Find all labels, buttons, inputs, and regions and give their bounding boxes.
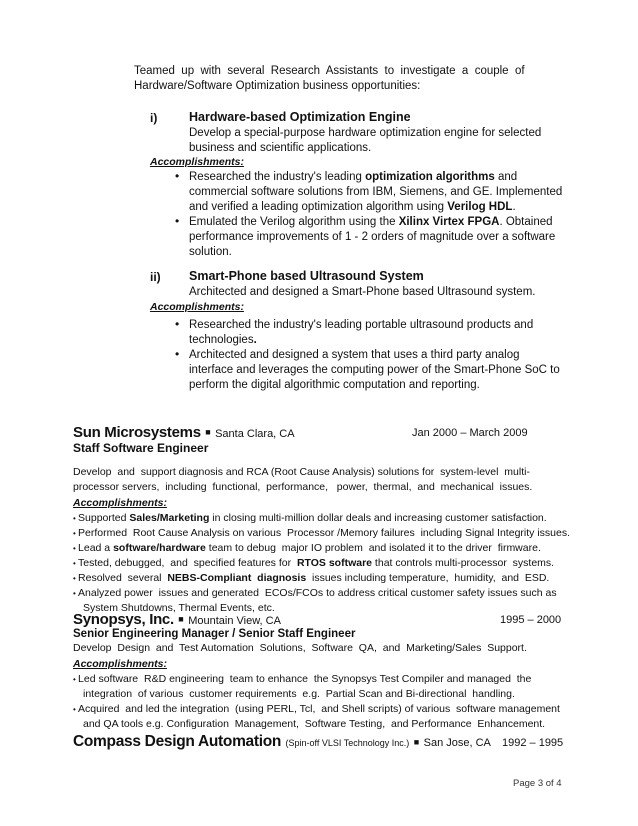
text-bold: RTOS software	[296, 557, 373, 569]
text: .	[512, 201, 516, 213]
intro-line-1: Teamed up with several Research Assistants to investigate a couple of	[134, 65, 525, 77]
text-bold: Sales/Marketing	[129, 512, 210, 524]
bullet-icon: •	[175, 347, 180, 361]
project-2-accomplishments-heading: Accomplishments:	[150, 301, 244, 313]
text: Performed Root Cause Analysis on various Processor /Memory failures including Signal Integrity issues.	[78, 527, 570, 539]
list-item-continuation: and QA tools e.g. Configuration Management, Software Testing, and Performance Enhancement.	[83, 718, 546, 730]
list-item	[73, 586, 633, 601]
compass-header	[73, 733, 491, 751]
project-2-description: Architected and designed a Smart-Phone based Ultrasound system.	[189, 286, 536, 298]
job-title: Staff Software Engineer	[73, 441, 209, 455]
employment-dates: 1992 – 1995	[502, 737, 564, 749]
bullet-icon: •	[73, 675, 79, 684]
synopsys-header	[73, 611, 281, 629]
text: interface and leverages the computing power of the Smart-Phone SoC to	[189, 364, 560, 376]
list-item-continuation: System Shutdowns, Thermal Events, etc.	[83, 602, 275, 614]
project-2-bullet-2	[189, 348, 560, 393]
bullet-icon: •	[73, 589, 79, 598]
intro-paragraph	[134, 64, 564, 94]
bullet-icon: •	[73, 514, 79, 523]
text-bold: Verilog HDL	[447, 201, 513, 213]
bullet-icon: •	[175, 169, 180, 183]
text: Emulated the Verilog algorithm using the	[189, 216, 399, 228]
list-item	[73, 672, 633, 687]
text: Architected and designed a system that uses a third party analog	[189, 349, 520, 361]
text: . Obtained	[499, 216, 553, 228]
text: that controls multi-processor systems.	[372, 557, 555, 569]
text: Acquired and led the integration (using PERL, Tcl, and Shell scripts) of various software management	[78, 703, 560, 715]
text: processor servers, including functional, performance, power, thermal, and mechanical issues.	[73, 481, 533, 493]
job-description	[73, 465, 532, 495]
text: Researched the industry's leading portable ultrasound products and	[189, 319, 534, 331]
project-1-accomplishments-heading: Accomplishments:	[150, 156, 244, 168]
project-2-number: ii)	[150, 270, 161, 284]
project-1-desc-line-2: business and scientific applications.	[189, 142, 372, 154]
list-item	[73, 556, 633, 571]
text: solution.	[189, 246, 232, 258]
project-1-description	[189, 126, 541, 156]
list-item	[73, 702, 633, 717]
text-bold: NEBS-Compliant diagnosis	[167, 572, 307, 584]
text-bold: Xilinx Virtex FPGA	[398, 216, 500, 228]
text: Lead a	[78, 542, 114, 554]
bullet-icon: •	[175, 214, 180, 228]
text: Analyzed power issues and generated ECOs/FCOs to address critical customer safety issues such as	[78, 587, 557, 599]
company-subtitle: (Spin-off VLSI Technology Inc.)	[285, 738, 410, 748]
list-item	[73, 526, 633, 541]
bullet-icon: •	[73, 574, 79, 583]
project-2-title: Smart-Phone based Ultrasound System	[189, 269, 424, 283]
text: perform the digital algorithmic computation and reporting.	[189, 379, 480, 391]
square-bullet-icon: ■	[413, 737, 420, 747]
accomplishments-heading: Accomplishments:	[73, 658, 167, 670]
bullet-icon: •	[73, 705, 79, 714]
project-1-bullet-2	[189, 215, 555, 260]
list-item	[73, 511, 633, 526]
text: and	[494, 171, 518, 183]
job-description: Develop Design and Test Automation Solutions, Software QA, and Marketing/Sales Support.	[73, 642, 527, 654]
company-location: Mountain View, CA	[188, 615, 281, 627]
text: in closing multi-million dollar deals and increasing customer satisfaction.	[209, 512, 547, 524]
list-item	[73, 541, 633, 556]
text: Develop and support diagnosis and RCA (Root Cause Analysis) solutions for system-level multi-	[73, 466, 530, 478]
job-title: Senior Engineering Manager / Senior Staff Engineer	[73, 628, 356, 640]
company-name: Sun Microsystems	[73, 424, 201, 441]
text: Tested, debugged, and specified features for	[78, 557, 297, 569]
employment-dates: Jan 2000 – March 2009	[412, 427, 528, 439]
square-bullet-icon: ■	[178, 614, 184, 624]
company-name: Synopsys, Inc.	[73, 611, 174, 628]
bullet-icon: •	[73, 544, 79, 553]
list-item	[73, 571, 633, 586]
bullet-icon: •	[175, 317, 180, 331]
project-1-title: Hardware-based Optimization Engine	[189, 110, 411, 124]
page-number: Page 3 of 4	[513, 778, 562, 789]
square-bullet-icon: ■	[205, 427, 211, 437]
text: Led software R&D engineering team to enhance the Synopsys Test Compiler and managed the	[78, 673, 532, 685]
text: technologies	[189, 334, 254, 346]
synopsys-accomplishments-list	[73, 672, 633, 732]
list-item-continuation: integration of various customer requirements e.g. Partial Scan and Bi-directional handling.	[83, 688, 515, 700]
company-location: Santa Clara, CA	[215, 428, 295, 440]
text: issues including temperature, humidity, and ESD.	[306, 572, 550, 584]
text: and verified a leading optimization algorithm using	[189, 201, 448, 213]
company-name: Compass Design Automation	[73, 733, 282, 750]
project-1-number: i)	[150, 111, 158, 125]
text: Resolved several	[78, 572, 168, 584]
accomplishments-heading: Accomplishments:	[73, 497, 167, 509]
project-2-bullet-1	[189, 318, 533, 348]
bullet-icon: •	[73, 559, 79, 568]
text: Supported	[78, 512, 130, 524]
text: commercial software solutions from IBM, Siemens, and GE. Implemented	[189, 186, 563, 198]
text-bold: software/hardware	[113, 542, 206, 554]
text: Researched the industry's leading	[189, 171, 366, 183]
text-bold: optimization algorithms	[365, 171, 495, 183]
company-location: San Jose, CA	[423, 737, 491, 749]
project-1-desc-line-1: Develop a special-purpose hardware optimization engine for selected	[189, 127, 542, 139]
text-bold: .	[253, 334, 257, 346]
sun-header	[73, 424, 295, 442]
project-1-bullet-1	[189, 170, 562, 215]
sun-accomplishments-list	[73, 511, 633, 616]
employment-dates: 1995 – 2000	[500, 614, 562, 626]
intro-line-2: Hardware/Software Optimization business opportunities:	[134, 80, 421, 92]
text: team to debug major IO problem and isolated it to the driver firmware.	[205, 542, 541, 554]
bullet-icon: •	[73, 529, 79, 538]
text: performance improvements of 1 - 2 orders of magnitude over a software	[189, 231, 556, 243]
